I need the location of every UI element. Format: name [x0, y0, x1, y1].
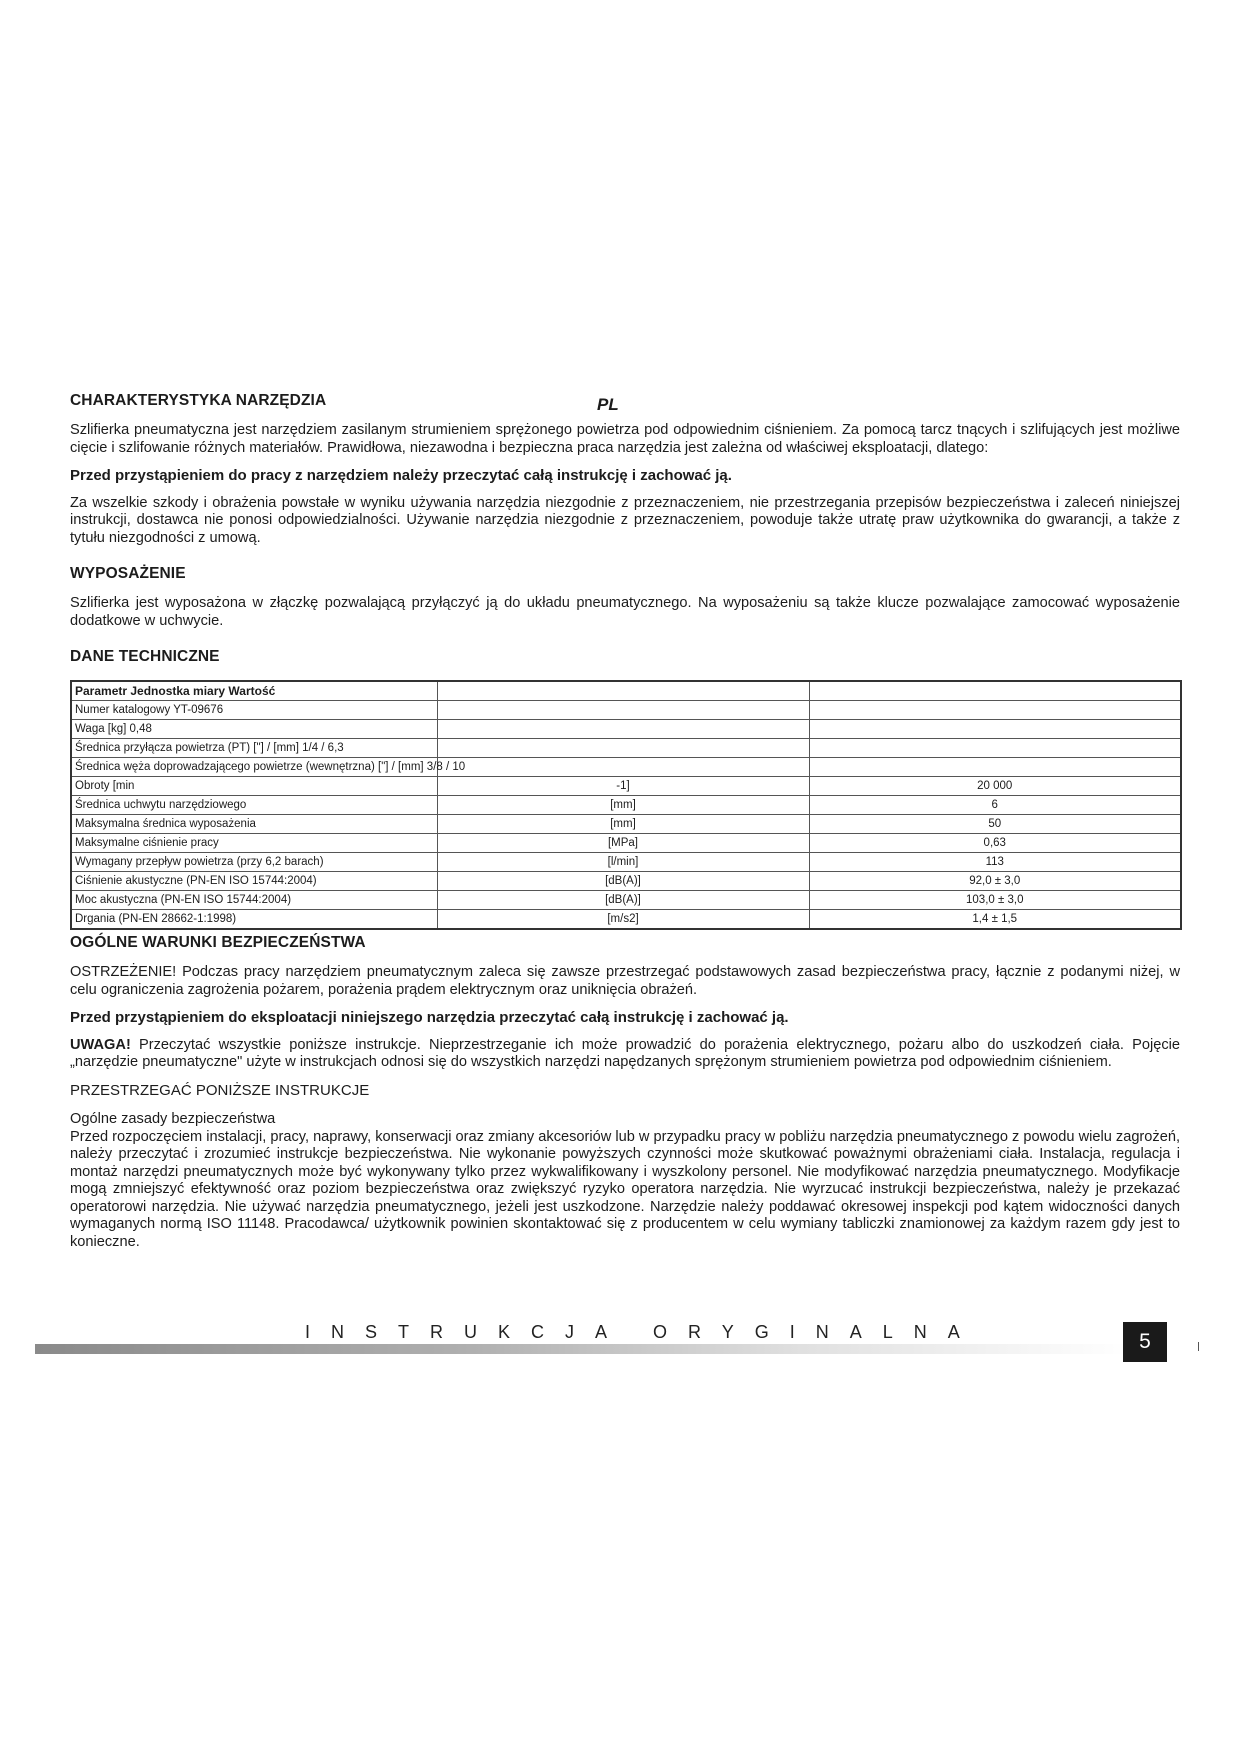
paragraph: Za wszelkie szkody i obrażenia powstałe w wyniku używania narzędzia niezgodnie z przeznaczeniem, nie przestrzegania przepisów bezpieczeństwa i zaleceń niniejszej instrukcji, dostawca nie ponosi odpowiedzialności. Używanie narzędzia niezgodnie z przeznaczeniem, powoduje także utratę praw użytkownika do gwarancji, a także z tytułu niezgodności z umową. — [70, 494, 1180, 546]
table-cell: 50 — [809, 815, 1181, 834]
table-cell: 113 — [809, 853, 1181, 872]
footer-tick — [1198, 1342, 1199, 1351]
table-row — [71, 758, 1181, 777]
table-cell: 92,0 ± 3,0 — [809, 872, 1181, 891]
page-number: 5 — [1123, 1322, 1167, 1362]
table-cell: 1,4 ± 1,5 — [809, 910, 1181, 930]
table-cell: Średnica uchwytu narzędziowego — [71, 796, 437, 815]
subheading: PRZESTRZEGAĆ PONIŻSZE INSTRUKCJE — [70, 1081, 370, 1099]
table-cell: Wymagany przepływ powietrza (przy 6,2 barach) — [71, 853, 437, 872]
table-cell: 0,63 — [809, 834, 1181, 853]
table-cell — [809, 701, 1181, 720]
table-row — [71, 796, 1181, 815]
table-row — [71, 910, 1181, 930]
table-cell: 103,0 ± 3,0 — [809, 891, 1181, 910]
bold-notice: Przed przystąpieniem do pracy z narzędziem należy przeczytać całą instrukcję i zachować ją. — [70, 467, 732, 484]
section-title-characteristics: CHARAKTERYSTYKA NARZĘDZIA — [70, 392, 327, 409]
language-code: PL — [597, 395, 619, 414]
table-cell: [mm] — [437, 815, 809, 834]
bold-notice: Przed przystąpieniem do eksploatacji niniejszego narzędzia przeczytać całą instrukcję i zachować ją. — [70, 1009, 789, 1026]
table-cell — [437, 701, 809, 720]
technical-data-table — [70, 680, 1182, 930]
table-cell: [mm] — [437, 796, 809, 815]
table-row — [71, 815, 1181, 834]
table-cell — [437, 720, 809, 739]
table-row — [71, 777, 1181, 796]
table-cell: Ciśnienie akustyczne (PN-EN ISO 15744:2004) — [71, 872, 437, 891]
table-cell — [809, 681, 1181, 701]
section-title-equipment: WYPOSAŻENIE — [70, 565, 186, 582]
table-cell: Drgania (PN-EN 28662-1:1998) — [71, 910, 437, 930]
table-cell — [809, 739, 1181, 758]
table-cell: [dB(A)] — [437, 872, 809, 891]
table-cell: -1] — [437, 777, 809, 796]
paragraph: OSTRZEŻENIE! Podczas pracy narzędziem pneumatycznym zaleca się zawsze przestrzegać podstawowych zasad bezpieczeństwa pracy, łącznie z podanymi niżej, w celu ograniczenia zagrożenia pożarem, porażenia prądem elektrycznym oraz uniknięcia obrażeń. — [70, 964, 1180, 998]
table-cell: [dB(A)] — [437, 891, 809, 910]
table-row — [71, 701, 1181, 720]
table-cell: Waga [kg] 0,48 — [71, 720, 437, 739]
table-cell: Moc akustyczna (PN-EN ISO 15744:2004) — [71, 891, 437, 910]
table-row — [71, 853, 1181, 872]
table-cell — [809, 720, 1181, 739]
warning-text: Przeczytać wszystkie poniższe instrukcje. Nieprzestrzeganie ich może prowadzić do porażenia elektrycznego, pożaru albo do uszkodzeń ciała. Pojęcie „narzędzie pneumatyczne" użyte w instrukcjach odnosi się do wszystkich narzędzi napędzanych sprężonym strumieniem powietrza pod odpowiednim ciśnieniem. — [70, 1036, 1180, 1070]
table-cell: Średnica przyłącza powietrza (PT) ["] / [mm] 1/4 / 6,3 — [71, 739, 437, 758]
warning-paragraph — [70, 1037, 1180, 1072]
table-cell: [m/s2] — [437, 910, 809, 930]
table-row — [71, 681, 1181, 701]
table-cell: [MPa] — [437, 834, 809, 853]
table-cell: Parametr Jednostka miary Wartość — [71, 681, 437, 701]
table-row — [71, 872, 1181, 891]
table-cell — [809, 758, 1181, 777]
table-row — [71, 891, 1181, 910]
table-row — [71, 834, 1181, 853]
paragraph: Przed rozpoczęciem instalacji, pracy, naprawy, konserwacji oraz zmiany akcesoriów lub w przypadku pracy w pobliżu narzędzia pneumatycznego z powodu wielu zagrożeń, należy przeczytać i zrozumieć instrukcje bezpieczeństwa. Nie wykonanie powyższych czynności może skutkować poważnymi obrażeniami ciała. Instalacja, regulacja i montaż narzędzi pneumatycznych może być wykonywany tylko przez wykwalifikowany i wyszkolony personel. Nie modyfikować narzędzia pneumatycznego. Modyfikacje mogą zmniejszyć efektywność oraz poziom bezpieczeństwa oraz zwiększyć ryzyko operatora narzędzia. Nie wyrzucać instrukcji bezpieczeństwa, należy je przekazać operatorowi narzędzia. Nie używać narzędzia pneumatycznego, jeżeli jest uszkodzone. Narzędzie należy poddawać okresowej inspekcji pod kątem widoczności danych wymaganych normą ISO 11148. Pracodawca/ użytkownik powinien skontaktować się z producentem w celu wymiany tabliczki znamionowej za każdym razem gdy jest to konieczne. — [70, 1128, 1180, 1250]
paragraph: Szlifierka pneumatyczna jest narzędziem zasilanym strumieniem sprężonego powietrza pod odpowiednim ciśnieniem. Za pomocą tarcz tnących i szlifujących jest możliwe cięcie i szlifowanie różnych materiałów. Prawidłowa, niezawodna i bezpieczna praca narzędzia jest zależna od właściwej eksploatacji, dlatego: — [70, 422, 1180, 456]
section-title-safety: OGÓLNE WARUNKI BEZPIECZEŃSTWA — [70, 934, 366, 951]
table-row — [71, 720, 1181, 739]
warning-label: UWAGA! — [70, 1036, 131, 1053]
footer-bar — [35, 1344, 1130, 1354]
page-content — [70, 392, 1180, 1259]
table-cell: 6 — [809, 796, 1181, 815]
section-title-technical-data: DANE TECHNICZNE — [70, 648, 220, 665]
table-cell: Obroty [min — [71, 777, 437, 796]
table-row — [71, 739, 1181, 758]
table-cell — [437, 739, 809, 758]
paragraph: Szlifierka jest wyposażona w złączkę pozwalającą przyłączyć ją do układu pneumatycznego. Na wyposażeniu są także klucze pozwalające zamocować wyposażenie dodatkowe w uchwycie. — [70, 595, 1180, 629]
table-cell — [437, 681, 809, 701]
footer-text: INSTRUKCJA ORYGINALNA — [305, 1322, 981, 1342]
table-cell: Maksymalna średnica wyposażenia — [71, 815, 437, 834]
subtitle: Ogólne zasady bezpieczeństwa — [70, 1111, 276, 1127]
table-cell: Średnica węża doprowadzającego powietrze (wewnętrzna) ["] / [mm] 3/8 / 10 — [71, 758, 437, 777]
table-cell — [437, 758, 809, 777]
table-cell: [l/min] — [437, 853, 809, 872]
table-cell: Numer katalogowy YT-09676 — [71, 701, 437, 720]
table-cell: Maksymalne ciśnienie pracy — [71, 834, 437, 853]
table-cell: 20 000 — [809, 777, 1181, 796]
